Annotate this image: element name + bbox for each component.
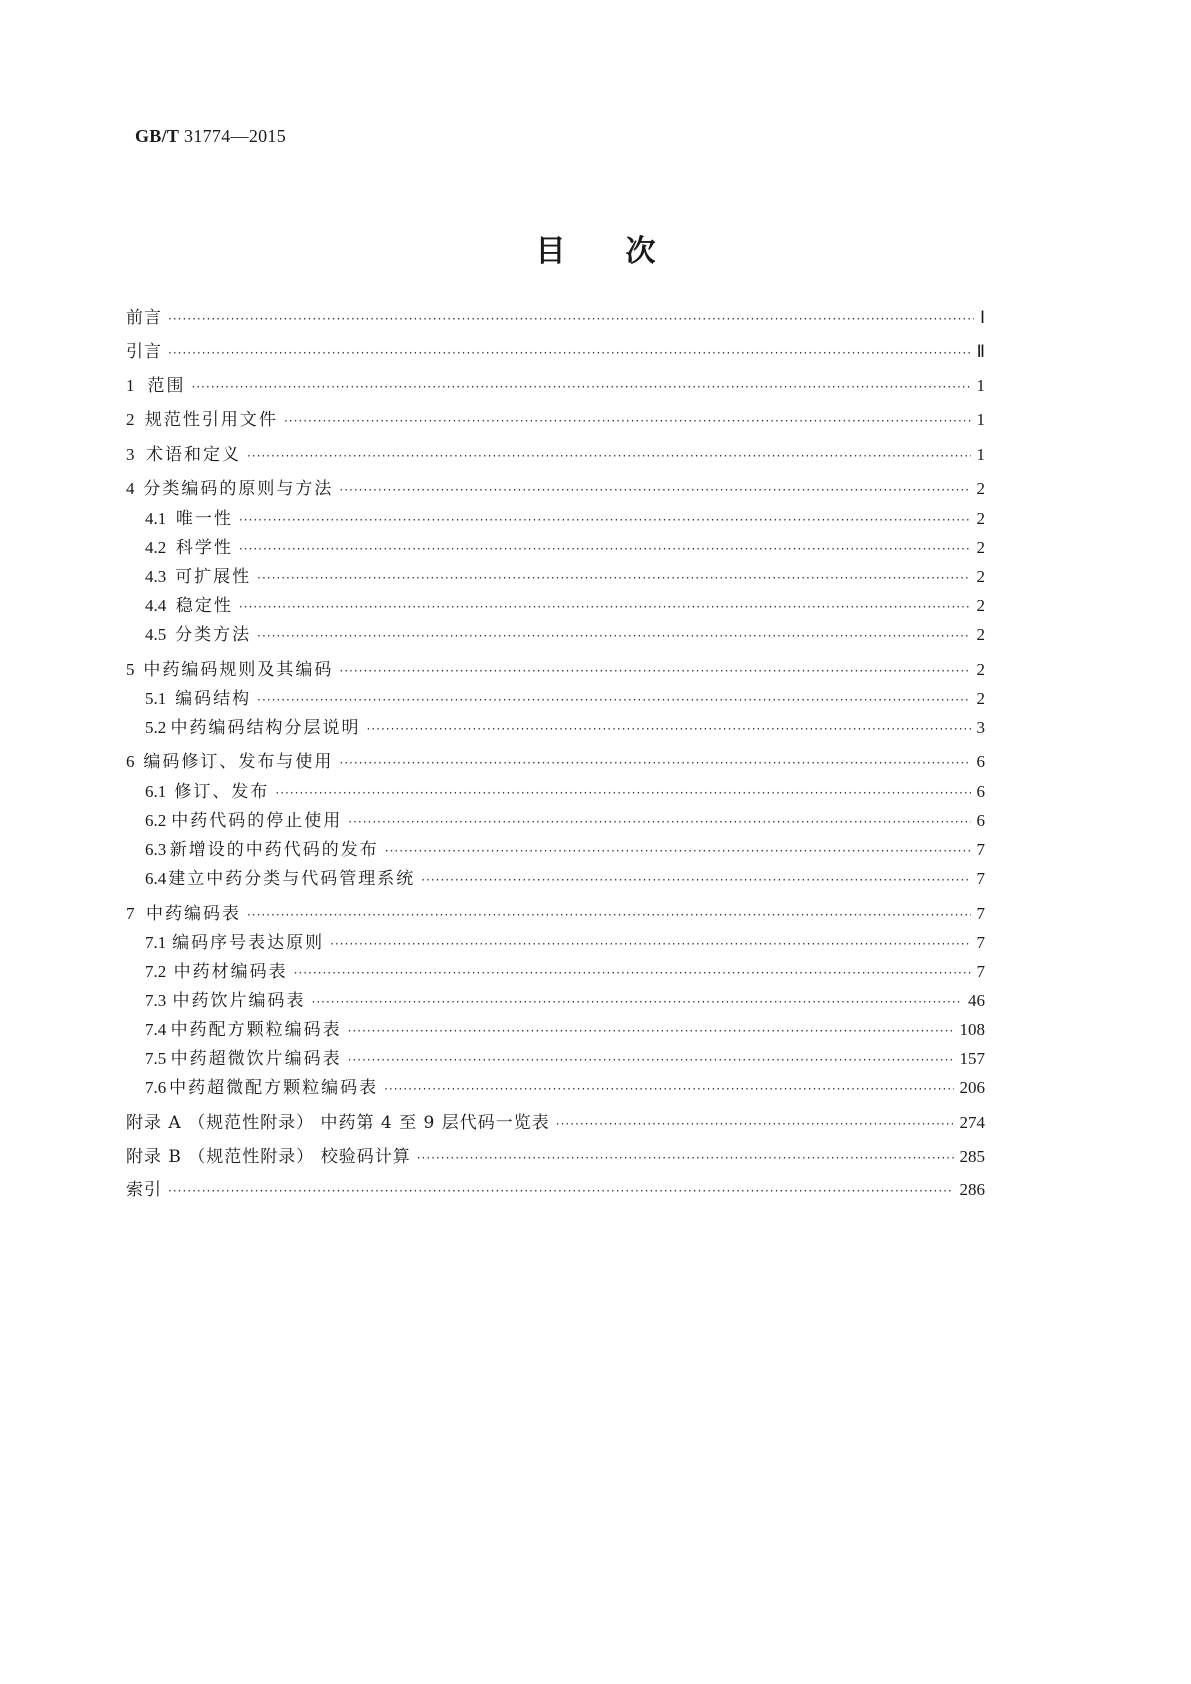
toc-page-number: 7 <box>976 933 985 952</box>
page-title: 目次 <box>535 234 716 269</box>
toc-dot-leader <box>239 508 971 532</box>
toc-page-number: 1 <box>976 410 985 429</box>
toc-entry-number: 3 <box>126 445 135 464</box>
toc-entry-number: 7.2 <box>145 962 167 981</box>
toc-entry[interactable] <box>145 931 985 955</box>
toc-entry-label: 规范性引用文件 <box>144 410 278 430</box>
toc-entry-number: 1 <box>126 376 135 395</box>
toc-entry[interactable] <box>126 374 985 398</box>
toc-dot-leader <box>330 932 970 956</box>
toc-entry[interactable] <box>145 838 985 862</box>
toc-dot-leader <box>348 1048 954 1072</box>
toc-entry-label: 编码结构 <box>175 689 252 709</box>
toc-entry-label: 中药编码规则及其编码 <box>143 660 334 680</box>
toc-entry-number: 4.1 <box>145 509 167 528</box>
toc-entry[interactable] <box>126 443 985 467</box>
toc-page-number: 7 <box>976 869 985 888</box>
toc-dot-leader <box>284 409 971 433</box>
toc-entry-number: 4.2 <box>145 538 167 557</box>
toc-page-number: 2 <box>976 509 985 528</box>
toc-entry-number: 2 <box>126 410 135 429</box>
toc-entry[interactable] <box>145 716 985 740</box>
toc-entry[interactable] <box>145 1047 985 1071</box>
toc-page-number: 46 <box>968 991 985 1010</box>
toc-entry-label: 中药饮片编码表 <box>172 991 306 1011</box>
toc-dot-leader <box>348 1019 954 1043</box>
standard-number: 31774—2015 <box>184 126 287 146</box>
toc-dot-leader <box>294 961 971 985</box>
toc-dot-leader <box>257 624 970 648</box>
toc-dot-leader <box>257 688 970 712</box>
toc-entry-number: 4.5 <box>145 625 167 644</box>
toc-dot-leader <box>247 444 971 468</box>
toc-page-number: 157 <box>959 1049 985 1068</box>
toc-entry-label: 前言 <box>126 308 162 328</box>
toc-entry[interactable] <box>145 809 985 833</box>
toc-entry-number: 4 <box>126 479 135 498</box>
toc-entry-label: 中药超微配方颗粒编码表 <box>169 1078 379 1098</box>
toc-entry-label: 唯一性 <box>175 509 233 529</box>
toc-dot-leader <box>239 537 971 561</box>
toc-entry-label: 科学性 <box>175 538 233 558</box>
toc-dot-leader <box>257 566 970 590</box>
toc-entry-label: 可扩展性 <box>175 567 252 587</box>
toc-dot-leader <box>191 375 970 399</box>
toc-page-number: 6 <box>976 782 985 801</box>
toc-entry-label: 分类方法 <box>175 625 252 645</box>
toc-entry-label: 索引 <box>126 1180 162 1200</box>
toc-entry[interactable] <box>145 594 985 618</box>
toc-entry[interactable] <box>145 867 985 891</box>
toc-entry[interactable] <box>145 536 985 560</box>
toc-entry-label: 附录 B （规范性附录） 校验码计算 <box>126 1147 411 1167</box>
toc-entry-label: 附录 A （规范性附录） 中药第 4 至 9 层代码一览表 <box>126 1113 550 1133</box>
toc-page-number: 286 <box>959 1180 985 1199</box>
toc-dot-leader <box>168 307 974 331</box>
toc-entry-label: 建立中药分类与代码管理系统 <box>168 869 416 889</box>
toc-page-number: 2 <box>976 538 985 557</box>
toc-page-number: 108 <box>959 1020 985 1039</box>
toc-dot-leader <box>385 839 971 863</box>
toc-page-number: 2 <box>976 567 985 586</box>
toc-entry-number: 6.4 <box>145 869 167 888</box>
toc-dot-leader <box>367 717 971 741</box>
toc-dot-leader <box>339 751 970 775</box>
toc-page-number: Ⅰ <box>979 308 985 327</box>
toc-entry-number: 5.1 <box>145 689 167 708</box>
toc-dot-leader <box>556 1112 954 1136</box>
toc-dot-leader <box>312 990 963 1014</box>
toc-entry-number: 7.3 <box>145 991 167 1010</box>
toc-page-number: 274 <box>959 1113 985 1132</box>
toc-entry[interactable] <box>126 750 985 774</box>
toc-page-number: 2 <box>976 596 985 615</box>
toc-dot-leader <box>384 1077 953 1101</box>
toc-entry-label: 中药超微饮片编码表 <box>170 1049 342 1069</box>
toc-entry-label: 编码序号表达原则 <box>172 933 325 953</box>
toc-entry[interactable] <box>126 1145 985 1169</box>
toc-entry[interactable] <box>126 1111 985 1135</box>
toc-entry-label: 分类编码的原则与方法 <box>143 479 334 499</box>
toc-page-number: 2 <box>976 625 985 644</box>
toc-page-number: 7 <box>976 840 985 859</box>
toc-entry[interactable] <box>126 340 985 364</box>
toc-entry-label: 范围 <box>147 376 186 396</box>
toc-dot-leader <box>168 1179 954 1203</box>
toc-entry-label: 中药材编码表 <box>173 962 288 982</box>
toc-entry[interactable] <box>145 687 985 711</box>
toc-page-number: 1 <box>976 376 985 395</box>
toc-entry[interactable] <box>145 565 985 589</box>
toc-entry[interactable] <box>126 658 985 682</box>
toc-entry[interactable] <box>145 780 985 804</box>
toc-entry-number: 4.3 <box>145 567 167 586</box>
toc-dot-leader <box>421 868 970 892</box>
toc-page-number: 7 <box>976 904 985 923</box>
toc-dot-leader <box>168 341 971 365</box>
toc-entry[interactable] <box>145 507 985 531</box>
toc-entry-label: 稳定性 <box>175 596 233 616</box>
toc-entry[interactable] <box>126 477 985 501</box>
toc-entry-number: 6.1 <box>145 782 167 801</box>
toc-dot-leader <box>247 903 971 927</box>
toc-page-number: 1 <box>976 445 985 464</box>
toc-entry-number: 5.2 <box>145 718 167 737</box>
toc-entry-label: 术语和定义 <box>145 445 241 465</box>
toc-entry[interactable] <box>145 1018 985 1042</box>
toc-page-number: 7 <box>976 962 985 981</box>
toc-dot-leader <box>339 478 970 502</box>
toc-entry-number: 7 <box>126 904 135 923</box>
toc-entry-label: 中药配方颗粒编码表 <box>170 1020 342 1040</box>
toc-dot-leader <box>239 595 971 619</box>
toc-entry-number: 6.2 <box>145 811 167 830</box>
toc-entry-number: 7.4 <box>145 1020 167 1039</box>
toc-entry-label: 中药代码的停止使用 <box>171 811 343 831</box>
toc-page-number: 2 <box>976 479 985 498</box>
toc-page-number: 6 <box>976 811 985 830</box>
toc-entry[interactable] <box>145 960 985 984</box>
toc-entry-label: 引言 <box>126 342 162 362</box>
toc-page-number: 2 <box>976 689 985 708</box>
toc-entry-number: 6.3 <box>145 840 167 859</box>
toc-entry[interactable] <box>145 989 985 1013</box>
toc-entry-number: 7.1 <box>145 933 167 952</box>
toc-entry-label: 修订、发布 <box>174 782 270 802</box>
toc-entry[interactable] <box>126 408 985 432</box>
toc-entry-number: 5 <box>126 660 135 679</box>
toc-entry-label: 编码修订、发布与使用 <box>143 752 334 772</box>
toc-page-number: 6 <box>976 752 985 771</box>
toc-entry-number: 4.4 <box>145 596 167 615</box>
toc-dot-leader <box>339 659 970 683</box>
toc-page-number: 3 <box>976 718 985 737</box>
toc-page-number: 206 <box>959 1078 985 1097</box>
toc-entry[interactable] <box>126 1178 985 1202</box>
standard-prefix: GB/T <box>135 126 180 146</box>
toc-entry-label: 中药编码表 <box>145 904 241 924</box>
toc-entry-number: 7.5 <box>145 1049 167 1068</box>
toc-entry-number: 7.6 <box>145 1078 167 1097</box>
toc-entry[interactable] <box>145 1076 985 1100</box>
toc-dot-leader <box>348 810 970 834</box>
toc-entry[interactable] <box>126 306 985 330</box>
toc-page-number: Ⅱ <box>976 342 985 361</box>
toc-entry-number: 6 <box>126 752 135 771</box>
toc-entry-label: 新增设的中药代码的发布 <box>169 840 379 860</box>
toc-page-number: 2 <box>976 660 985 679</box>
toc-dot-leader <box>417 1146 954 1170</box>
toc-dot-leader <box>275 781 970 805</box>
toc-page-number: 285 <box>959 1147 985 1166</box>
toc-entry[interactable] <box>126 902 985 926</box>
toc-entry-label: 中药编码结构分层说明 <box>170 718 361 738</box>
toc-entry[interactable] <box>145 623 985 647</box>
